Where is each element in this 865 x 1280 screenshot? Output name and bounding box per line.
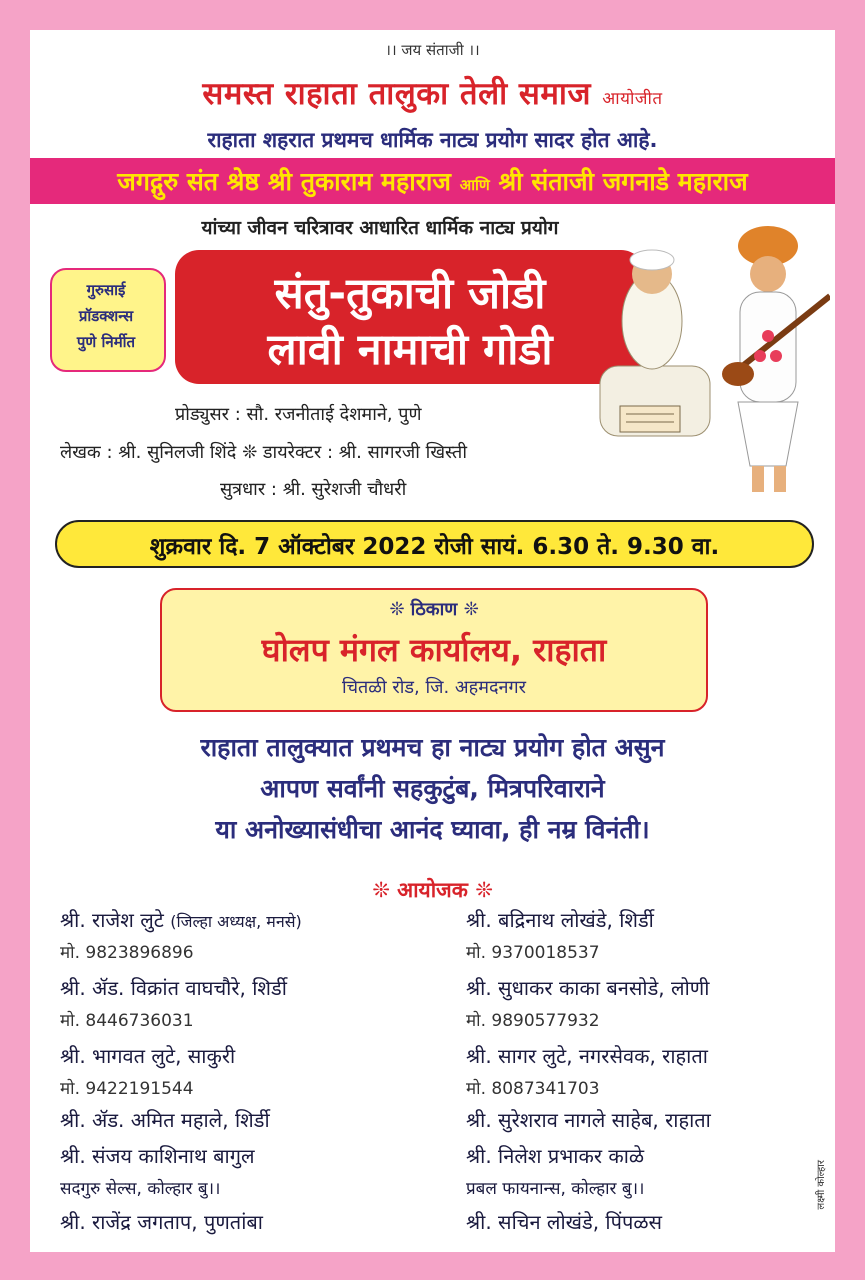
seated-saint-figure — [600, 250, 710, 436]
invocation-text: ।। जय संताजी ।। — [385, 41, 480, 59]
writer-director-credit — [60, 440, 467, 464]
organizer-phone: मो. 9370018537 — [466, 943, 600, 963]
writer-credit: लेखक : श्री. सुनिलजी शिंदे — [60, 442, 237, 463]
printer-credit: लक्ष्मी कोल्हार — [816, 1160, 827, 1210]
saint-tukaram: जगद्गुरु संत श्रेष्ठ श्री तुकाराम महाराज — [117, 167, 451, 196]
venue-label: ❊ ठिकाण ❊ — [389, 599, 479, 620]
saints-band-text — [30, 164, 835, 198]
director-credit: डायरेक्टर : श्री. सागरजी खिस्ती — [262, 442, 467, 463]
band-conjunction: आणि — [459, 176, 490, 194]
organizer-right-1: श्री. बद्रिनाथ लोखंडे, शिर्डी — [466, 908, 654, 932]
announcement-subtitle: राहाता शहरात प्रथमच धार्मिक नाट्य प्रयोग सादर होत आहे. — [207, 128, 658, 152]
saint-santaji: श्री संताजी जगनाडे महाराज — [498, 167, 748, 196]
organizer-name: समस्त राहाता तालुका तेली समाज — [202, 76, 591, 112]
organizer-title — [30, 72, 835, 114]
organizer-suffix: आयोजीत — [602, 89, 663, 109]
production-line-2: प्रॉडक्शन्स — [78, 307, 134, 325]
life-story-line: यांच्या जीवन चरित्रावर आधारित धार्मिक नाट्य प्रयोग — [201, 217, 559, 239]
invitation-line-3: या अनोख्यासंधीचा आनंद घ्यावा, ही नम्र विनंती। — [215, 815, 650, 844]
organizer-phone: मो. 9823896896 — [60, 943, 194, 963]
organizer-left-1 — [60, 906, 302, 933]
organizer-name: श्री. राजेश लुटे — [60, 908, 164, 932]
invitation-poster — [30, 30, 835, 1252]
organizer-left-3: श्री. भागवत लुटे, साकुरी — [60, 1044, 236, 1068]
organizer-right-6: श्री. सचिन लोखंडे, पिंपळस — [466, 1210, 663, 1234]
production-line-3: पुणे निर्मीत — [76, 333, 136, 351]
organizer-right-5: श्री. निलेश प्रभाकर काळे — [466, 1144, 645, 1168]
producer-credit: प्रोड्युसर : सौ. रजनीताई देशमाने, पुणे — [175, 404, 422, 425]
narrator-credit: सुत्रधार : श्री. सुरेशजी चौधरी — [220, 479, 407, 500]
invitation-line-2: आपण सर्वांनी सहकुटुंब, मित्रपरिवाराने — [260, 774, 605, 803]
organizer-note: (जिल्हा अध्यक्ष, मनसे) — [170, 912, 302, 931]
venue-address: चितळी रोड, जि. अहमदनगर — [341, 677, 527, 698]
organizers-heading: ❊ आयोजक ❊ — [372, 878, 493, 902]
organizer-subline: सदगुरु सेल्स, कोल्हार बु।। — [60, 1179, 221, 1199]
organizer-left-4: श्री. ॲड. अमित महाले, शिर्डी — [60, 1108, 270, 1132]
saints-illustration — [590, 216, 830, 516]
invitation-line-1: राहाता तालुक्यात प्रथमच हा नाट्य प्रयोग होत असुन — [200, 733, 665, 762]
organizer-phone: मो. 9422191544 — [60, 1079, 194, 1099]
standing-saint-figure — [722, 226, 830, 492]
organizer-left-6: श्री. राजेंद्र जगताप, पुणतांबा — [60, 1210, 263, 1234]
organizer-left-2: श्री. ॲड. विक्रांत वाघचौरे, शिर्डी — [60, 976, 287, 1000]
organizer-right-2: श्री. सुधाकर काका बनसोडे, लोणी — [466, 976, 710, 1000]
organizer-phone: मो. 8446736031 — [60, 1011, 194, 1031]
datetime-text: शुक्रवार दि. 7 ऑक्टोबर 2022 रोजी सायं. 6.30 ते. 9.30 वा. — [149, 534, 720, 560]
organizer-left-5: श्री. संजय काशिनाथ बागुल — [60, 1144, 255, 1168]
organizer-subline: प्रबल फायनान्स, कोल्हार बु।। — [466, 1179, 645, 1199]
organizer-phone: मो. 9890577932 — [466, 1011, 600, 1031]
organizer-phone: मो. 8087341703 — [466, 1079, 600, 1099]
credit-separator: ❊ — [242, 442, 258, 463]
production-line-1: गुरुसाई — [86, 281, 126, 299]
venue-name: घोलप मंगल कार्यालय, राहाता — [261, 631, 607, 669]
play-title-line-2: लावी नामाची गोडी — [267, 325, 553, 375]
organizer-right-4: श्री. सुरेशराव नागले साहेब, राहाता — [466, 1108, 711, 1132]
play-title-line-1: संतु-तुकाची जोडी — [274, 269, 546, 319]
organizer-right-3: श्री. सागर लुटे, नगरसेवक, राहाता — [466, 1044, 708, 1068]
